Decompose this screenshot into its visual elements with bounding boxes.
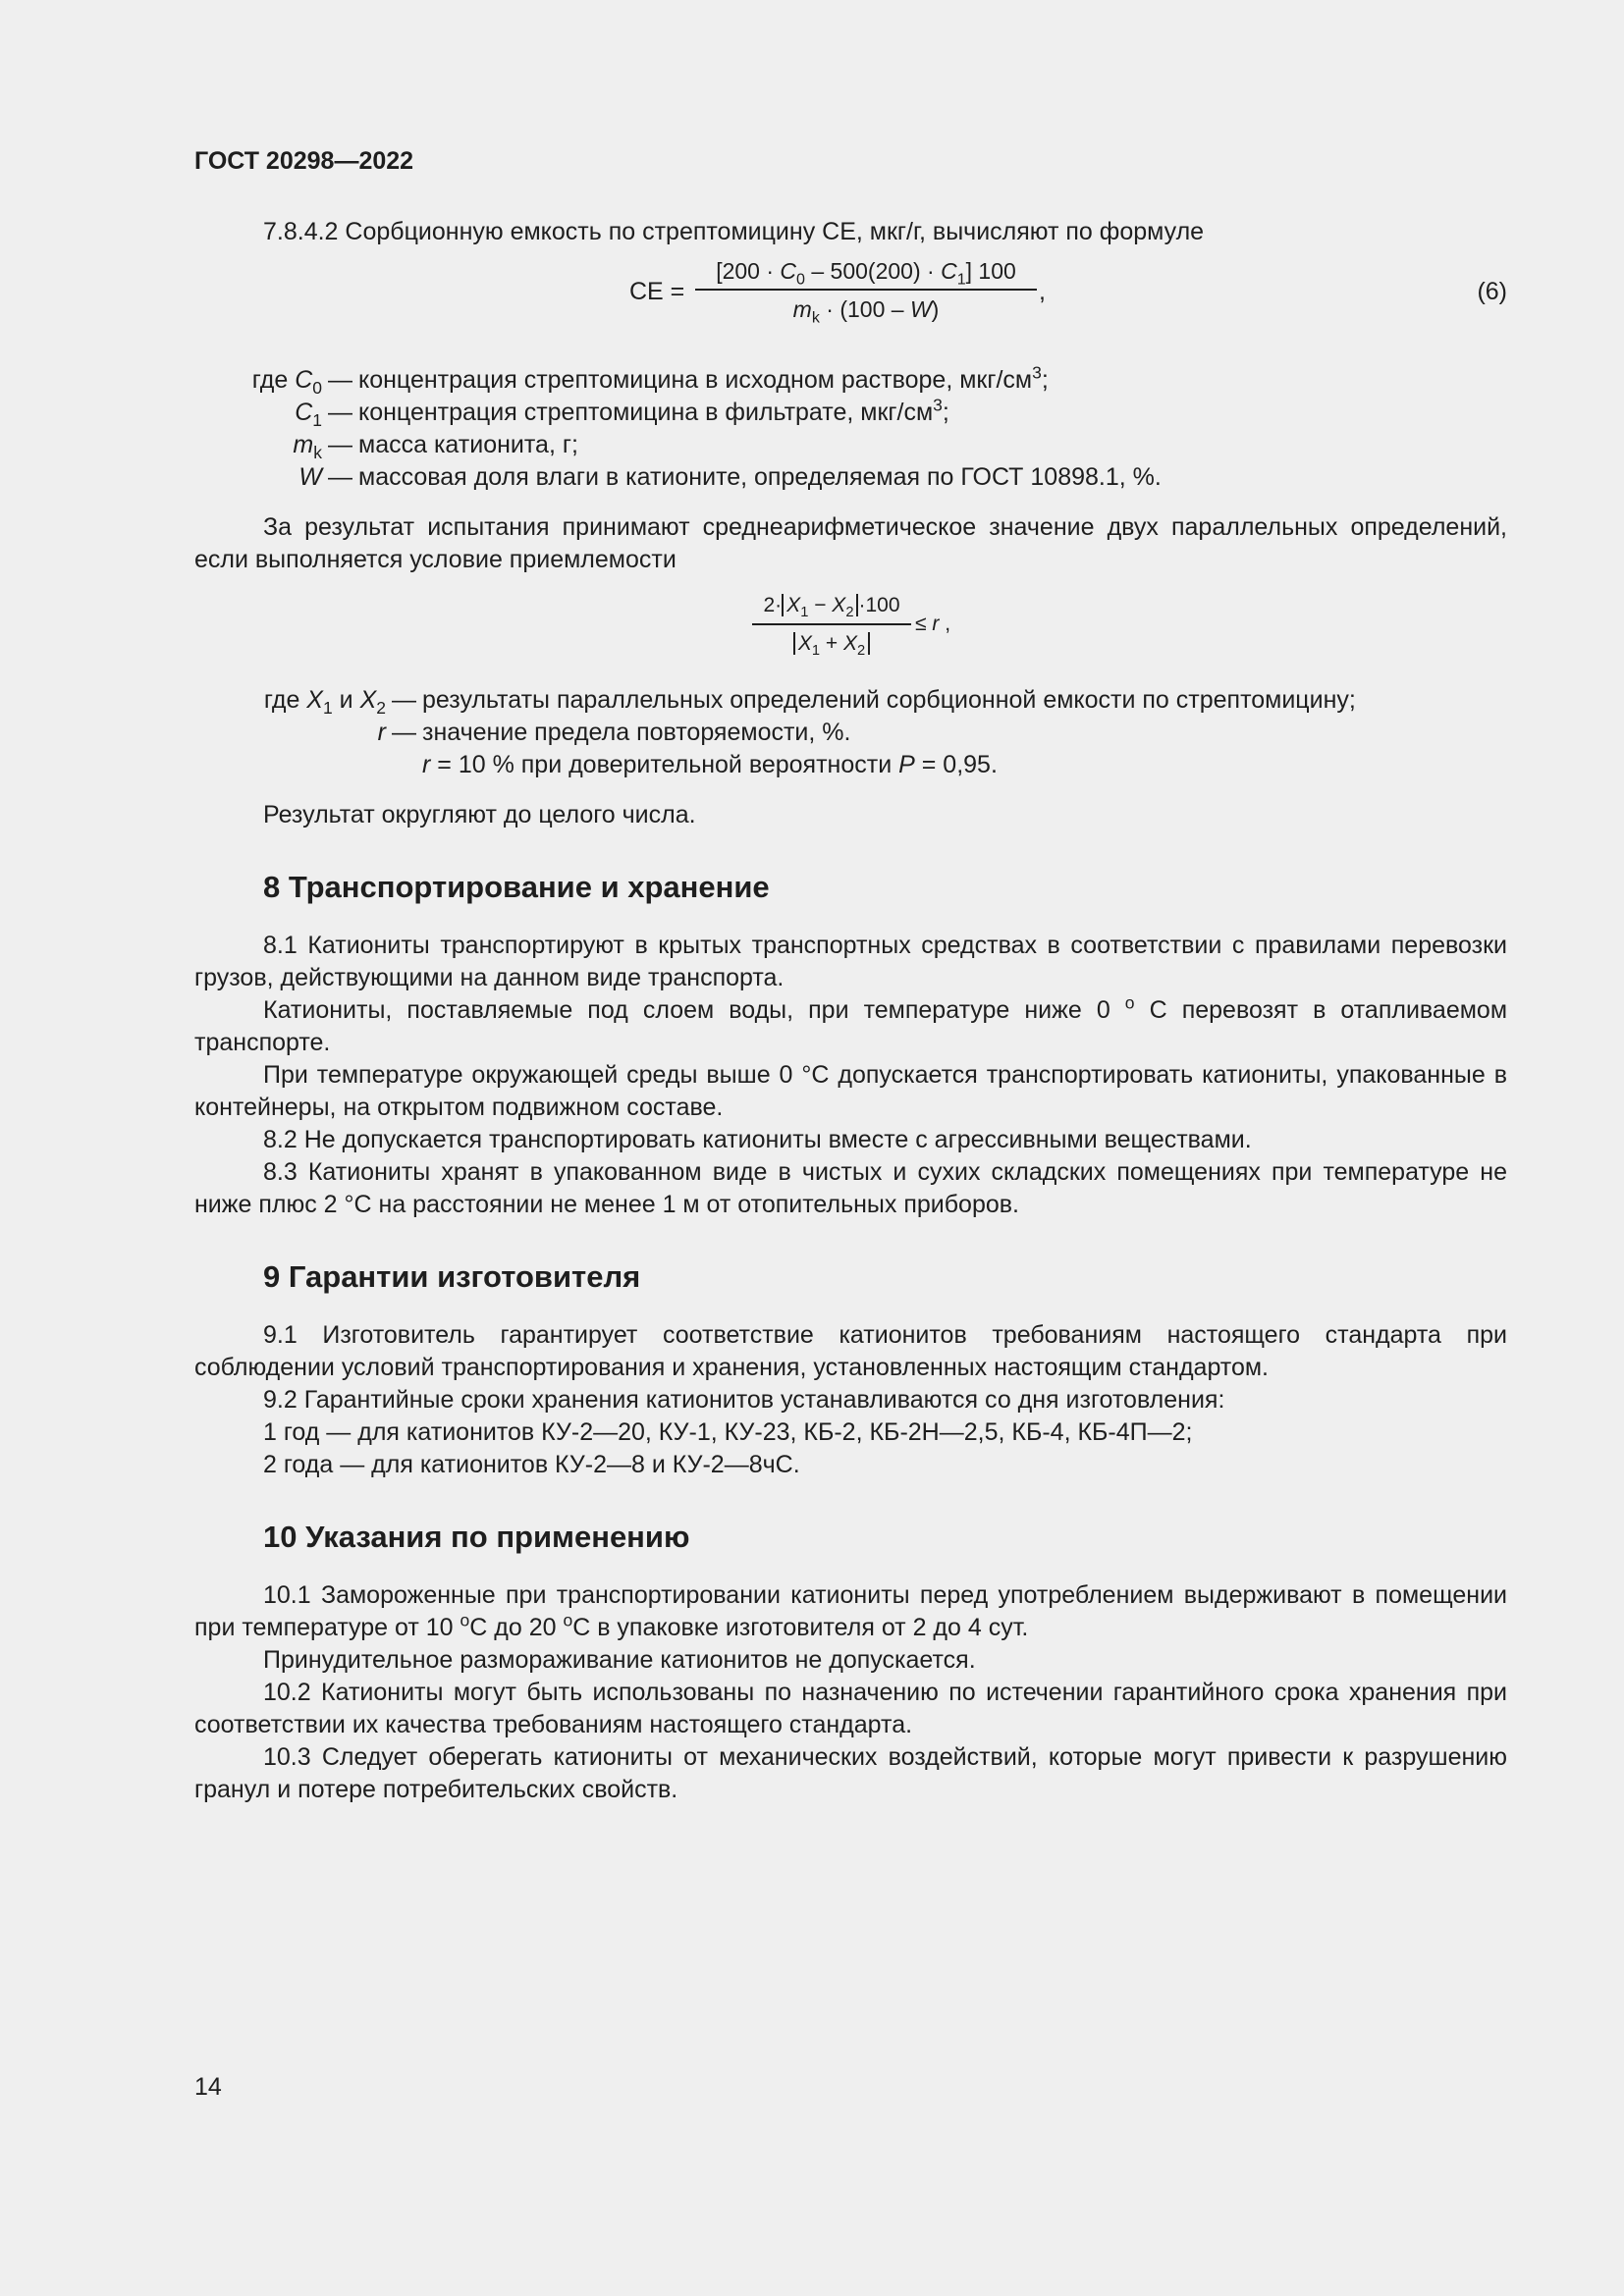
fraction-bar xyxy=(752,623,911,625)
paragraph-8-1-water: Катиониты, поставляемые под слоем воды, при температуре ниже 0 $^о$ С перевозят в отапливаемом транспорте. xyxy=(194,992,1508,1056)
formula-fraction xyxy=(695,256,1037,327)
acceptance-rhs: ≤ r , xyxy=(915,613,951,635)
definition-row: где $X_1$ и $X_2$ — результаты параллельных определений сорбционной емкости по стрептомицину; xyxy=(263,686,1356,719)
formula-numerator: $[200 \cdot C_0 - 500(200) \cdot C_1]$ 100 xyxy=(716,258,1016,289)
acceptance-definitions xyxy=(194,684,1507,781)
formula-6 xyxy=(194,256,1507,335)
definition-row: $C_1$ — концентрация стрептомицина в фильтрате, мкг/$см^3$; xyxy=(295,395,949,431)
acceptance-fraction: $2\cdot X_1 - X_2 \cdot 100$ $X_1 + X_2$ xyxy=(752,590,911,659)
paragraph-10-1: 10.1 Замороженные при транспортировании катиониты перед употреблением выдерживают в помещении при температуре от 10 $^о$С до 20 $^о$С в упаковке изготовителя от 2 до 4 сут. xyxy=(194,1581,1507,1641)
paragraph-8-1: 8.1 Катиониты транспортируют в крытых транспортных средствах в соответствии с правилами перевозки грузов, действующими на данном виде транспорта. xyxy=(194,932,1507,991)
definition-row: $m_k$ — масса катионита, г; xyxy=(293,431,578,463)
paragraph-8-1-open: При температуре окружающей среды выше 0 °С допускается транспортировать катиониты, упакованные в контейнеры, на открытом подвижном составе. xyxy=(194,1061,1507,1121)
definition-row: W — массовая доля влаги в катионите, определяемая по ГОСТ 10898.1, %. xyxy=(298,463,1162,491)
formula-lhs: CE = xyxy=(629,278,685,305)
paragraph-7-8-4-2: 7.8.4.2 Сорбционную емкость по стрептомицину СЕ, мкг/г, вычисляют по формуле xyxy=(263,218,1205,245)
rounding-note: Результат округляют до целого числа. xyxy=(263,801,696,828)
equation-number: (6) xyxy=(1477,278,1507,305)
paragraph-9-1: 9.1 Изготовитель гарантирует соответствие катионитов требованиям настоящего стандарта при соблюдении условий транспортирования и хранения, установленных настоящим стандартом. xyxy=(194,1321,1507,1381)
acceptance-formula xyxy=(194,590,1507,684)
paragraph-10-3: 10.3 Следует оберегать катиониты от механических воздействий, которые могут привести к разрушению гранул и потере потребительских свойств. xyxy=(194,1743,1507,1803)
paragraph-8-2: 8.2 Не допускается транспортировать катиониты вместе с агрессивными веществами. xyxy=(263,1126,1252,1153)
acceptance-paragraph: За результат испытания принимают среднеарифметическое значение двух параллельных определений, если выполняется условие приемлемости xyxy=(194,513,1507,573)
definition-row: где $C_0$ — концентрация стрептомицина в исходном растворе, мкг/$см^3$; xyxy=(251,362,1049,399)
paragraph-9-2-two-years: 2 года — для катионитов КУ-2—8 и КУ-2—8чС. xyxy=(263,1451,800,1478)
section-8-title: 8 Транспортирование и хранение xyxy=(263,870,770,904)
definition-row: r — значение предела повторяемости, %. xyxy=(377,719,851,746)
paragraph-9-2: 9.2 Гарантийные сроки хранения катионитов устанавливаются со дня изготовления: xyxy=(263,1386,1225,1414)
section-9-title: 9 Гарантии изготовителя xyxy=(263,1259,641,1294)
document-header: ГОСТ 20298—2022 xyxy=(194,147,414,175)
page-number: 14 xyxy=(194,2073,222,2101)
paragraph-9-2-one-year: 1 год — для катионитов КУ-2—20, КУ-1, КУ-23, КБ-2, КБ-2Н—2,5, КБ-4, КБ-4П—2; xyxy=(263,1418,1193,1446)
document-page xyxy=(194,145,1507,1806)
section-10-title: 10 Указания по применению xyxy=(263,1520,690,1554)
paragraph-10-2: 10.2 Катиониты могут быть использованы по назначению по истечении гарантийного срока хранения при соответствии их качества требованиям настоящего стандарта. xyxy=(194,1679,1507,1738)
fraction-bar xyxy=(695,289,1037,291)
formula-comma: , xyxy=(1039,278,1046,305)
definition-row: r = 10 % при доверительной вероятности P = 0,95. xyxy=(422,751,998,778)
paragraph-10-1-defrost: Принудительное размораживание катионитов не допускается. xyxy=(263,1646,976,1674)
formula-denominator: $m_k \cdot (100 - W)$ xyxy=(792,296,940,327)
paragraph-8-3: 8.3 Катиониты хранят в упакованном виде в чистых и сухих складских помещениях при температуре не ниже плюс 2 °С на расстоянии не менее 1 м от отопительных приборов. xyxy=(194,1158,1507,1218)
variable-definitions xyxy=(194,364,1507,494)
